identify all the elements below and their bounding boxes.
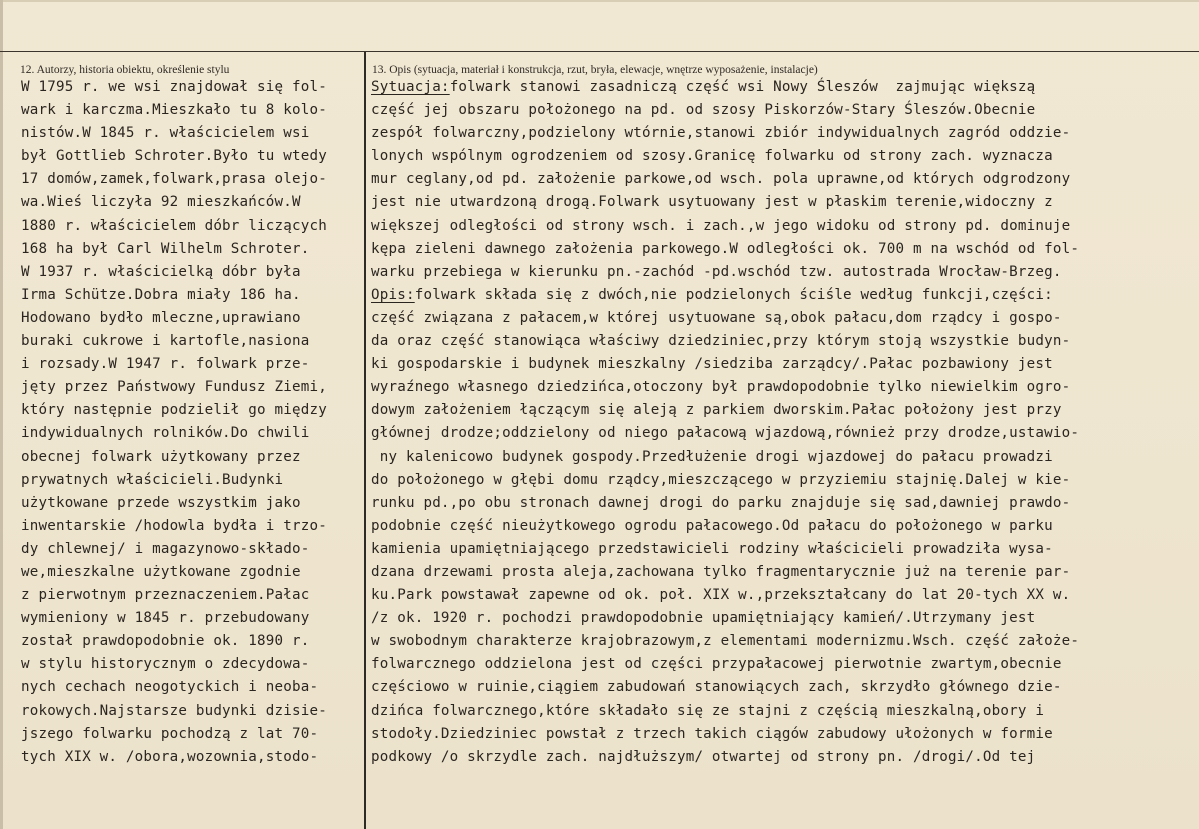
description-text-line <box>371 746 1196 769</box>
section-12-heading: 12. Autorzy, historia obiektu, określenie stylu <box>20 64 230 76</box>
history-text-line: we,mieszkalne użytkowane zgodnie <box>21 563 301 580</box>
description-text: dowym założeniem łączącym się aleją z parkiem dworskim.Pałac położony jest przy <box>371 402 1062 419</box>
header-rule <box>0 51 1199 52</box>
description-text: da oraz część stanowiąca właściwy dziedziniec,przy którym stoją wszystkie budyn- <box>371 333 1071 350</box>
description-text-line <box>371 261 1196 284</box>
description-text-line <box>371 607 1196 630</box>
history-text-line: i rozsady.W 1947 r. folwark prze- <box>21 356 310 373</box>
description-text: większej odległości od strony wsch. i zach.,w jego widoku od strony pd. dominuje <box>371 217 1071 234</box>
description-text-line <box>371 653 1196 676</box>
description-text-column <box>371 76 1196 769</box>
description-text: kamienia upamiętniającego przedstawicieli rodziny właścicieli prowadziła wysa- <box>371 540 1053 557</box>
description-text: warku przebiega w kierunku pn.-zachód -pd.wschód tzw. autostrada Wrocław-Brzeg. <box>371 263 1062 280</box>
description-text-line <box>371 700 1196 723</box>
description-text-line <box>371 284 1196 307</box>
description-text: wyraźnego własnego dziedzińca,otoczony był prawdopodobnie tylko niewielkim ogro- <box>371 379 1071 396</box>
description-text-line <box>371 676 1196 699</box>
description-text-line <box>371 422 1196 445</box>
history-text-line: w stylu historycznym o zdecydowa- <box>21 656 310 673</box>
description-text: folwark stanowi zasadniczą część wsi Nowy Śleszów zajmując większą <box>449 79 1036 95</box>
description-text: ku.Park powstawał zapewne od ok. poł. XIX w.,przekształcany do lat 20-tych XX w. <box>371 587 1071 604</box>
card-top-edge <box>0 0 1199 2</box>
card-left-edge <box>0 0 3 829</box>
description-text-line <box>371 376 1196 399</box>
description-text: częściowo w ruinie,ciągiem zabudowań stanowiących zach, skrzydło głównego dzie- <box>371 679 1062 696</box>
history-text-line: Hodowano bydło mleczne,uprawiano <box>21 309 301 326</box>
description-text: dzińca folwarcznego,które składało się ze stajni z częścią mieszkalną,obory i <box>371 702 1045 719</box>
description-text-line <box>371 584 1196 607</box>
description-text: mur ceglany,od pd. założenie parkowe,od wsch. pola uprawne,od których odgrodzony <box>371 171 1071 188</box>
description-text: kępa zieleni dawnego założenia parkowego.W odległości ok. 700 m na wschód od fol- <box>371 240 1080 257</box>
description-text: do położonego w głębi domu rządcy,mieszczącego w przyziemiu stajnię.Dalej w kie- <box>371 471 1071 488</box>
description-text-line <box>371 76 1196 99</box>
history-text-line: prywatnych właścicieli.Budynki <box>21 471 284 488</box>
history-text-line: inwentarskie /hodowla bydła i trzo- <box>21 517 327 534</box>
description-text-line <box>371 446 1196 469</box>
section-label: Opis: <box>371 286 415 303</box>
history-text-line: użytkowane przede wszystkim jako <box>21 494 301 511</box>
description-text-line <box>371 399 1196 422</box>
history-text-line: wark i karczma.Mieszkało tu 8 kolo- <box>21 102 327 119</box>
description-text: lonych wspólnym ogrodzeniem od szosy.Granicę folwarku od strony zach. wyznacza <box>371 148 1053 165</box>
description-text-line <box>371 238 1196 261</box>
description-text: część związana z pałacem,w której usytuowane są,obok pałacu,dom rządcy i gospo- <box>371 309 1062 326</box>
description-text-line <box>371 215 1196 238</box>
description-text: runku pd.,po obu stronach dawnej drogi do parku znajduje się sad,dawniej prawdo- <box>371 494 1071 511</box>
history-text-line: tych XIX w. /obora,wozownia,stodo- <box>21 748 319 765</box>
description-text-line <box>371 469 1196 492</box>
description-text-line <box>371 723 1196 746</box>
description-text: zespół folwarczny,podzielony wtórnie,stanowi zbiór indywidualnych zagród oddzie- <box>371 125 1071 142</box>
description-text: folwark składa się z dwóch,nie podzielonych ściśle według funkcji,części: <box>414 286 1053 303</box>
history-text-line: buraki cukrowe i kartofle,nasiona <box>21 333 310 350</box>
history-text-line: dy chlewnej/ i magazynowo-składo- <box>21 540 310 557</box>
description-text-line <box>371 330 1196 353</box>
history-text-line: został prawdopodobnie ok. 1890 r. <box>21 633 310 650</box>
description-text-line <box>371 561 1196 584</box>
history-text-line: jęty przez Państwowy Fundusz Ziemi, <box>21 379 327 396</box>
history-text-line: 1880 r. właścicielem dóbr liczących <box>21 217 327 234</box>
description-text-line <box>371 307 1196 330</box>
description-text: stodoły.Dziedziniec powstał z trzech takich ciągów zabudowy ułożonych w formie <box>371 725 1053 742</box>
description-text-line <box>371 191 1196 214</box>
section-label: Sytuacja: <box>371 79 450 95</box>
description-text: /z ok. 1920 r. pochodzi prawdopodobnie upamiętniający kamień/.Utrzymany jest <box>371 610 1036 627</box>
history-text-line: 168 ha był Carl Wilhelm Schroter. <box>21 240 310 257</box>
description-text: w swobodnym charakterze krajobrazowym,z elementami modernizmu.Wsch. część założe- <box>371 633 1080 650</box>
section-13-heading: 13. Opis (sytuacja, materiał i konstrukcja, rzut, bryła, elewacje, wnętrze wyposażenie, instalacje) <box>372 64 818 76</box>
description-text-line <box>371 145 1196 168</box>
history-text-line: był Gottlieb Schroter.Było tu wtedy <box>21 148 327 165</box>
history-text-line: W 1937 r. właścicielką dóbr była <box>21 263 301 280</box>
description-text-line <box>371 99 1196 122</box>
description-text: głównej drodze;oddzielony od niego pałacową wjazdową,również przy drodze,ustawio- <box>371 425 1080 442</box>
history-text-line: z pierwotnym przeznaczeniem.Pałac <box>21 587 310 604</box>
history-text-line: wymieniony w 1845 r. przebudowany <box>21 610 310 627</box>
description-text-line <box>371 122 1196 145</box>
column-divider <box>364 52 366 829</box>
description-text: dzana drzewami prosta aleja,zachowana tylko fragmentarycznie już na terenie par- <box>371 563 1071 580</box>
history-text-line: nistów.W 1845 r. właścicielem wsi <box>21 125 310 142</box>
history-text-line: rokowych.Najstarsze budynki dzisie- <box>21 702 327 719</box>
description-text: folwarcznego oddzielona jest od części przypałacowej pierwotnie zwartym,obecnie <box>371 656 1062 673</box>
description-text-line <box>371 492 1196 515</box>
history-text-line: nych cechach neogotyckich i neoba- <box>21 679 319 696</box>
description-text-line <box>371 630 1196 653</box>
description-text: ki gospodarskie i budynek mieszkalny /siedziba zarządcy/.Pałac pozbawiony jest <box>371 356 1053 373</box>
history-text-line: wa.Wieś liczyła 92 mieszkańców.W <box>21 194 301 211</box>
history-text-line: obecnej folwark użytkowany przez <box>21 448 301 465</box>
history-text-line: W 1795 r. we wsi znajdował się fol- <box>21 79 327 95</box>
description-text-line <box>371 515 1196 538</box>
description-text: część jej obszaru położonego na pd. od szosy Piskorzów-Stary Śleszów.Obecnie <box>371 102 1036 119</box>
description-text: podobnie część nieużytkowego ogrodu pałacowego.Od pałacu do położonego w parku <box>371 517 1053 534</box>
history-text-line: indywidualnych rolników.Do chwili <box>21 425 310 442</box>
history-text-line: 17 domów,zamek,folwark,prasa olejo- <box>21 171 327 188</box>
description-text-line <box>371 353 1196 376</box>
description-text-line <box>371 538 1196 561</box>
history-text-line: który następnie podzielił go między <box>21 402 327 419</box>
description-text: jest nie utwardzoną drogą.Folwark usytuowany jest w płaskim terenie,widoczny z <box>371 194 1053 211</box>
description-text: podkowy /o skrzydle zach. najdłuższym/ otwartej od strony pn. /drogi/.Od tej <box>371 748 1036 765</box>
description-text: ny kalenicowo budynek gospody.Przedłużenie drogi wjazdowej do pałacu prowadzi <box>371 448 1053 465</box>
history-text-line: Irma Schütze.Dobra miały 186 ha. <box>21 286 301 303</box>
history-text-column <box>21 76 361 769</box>
history-text-line: jszego folwarku pochodzą z lat 70- <box>21 725 319 742</box>
description-text-line <box>371 168 1196 191</box>
